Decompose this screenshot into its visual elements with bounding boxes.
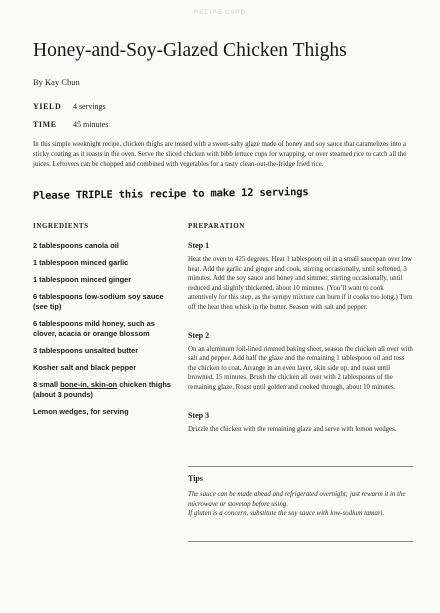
step-label: Step 2 bbox=[188, 330, 210, 340]
tips-top-rule bbox=[188, 466, 413, 467]
ingredient-item: 1 tablespoon minced ginger bbox=[33, 275, 132, 284]
ingredient-item: Lemon wedges, for serving bbox=[33, 407, 129, 416]
step-text: Drizzle the chicken with the remaining glaze and serve with lemon wedges. bbox=[188, 425, 397, 433]
step bbox=[188, 331, 413, 393]
step-text: On an aluminum foil-lined rimmed baking sheet, season the chicken all over with salt and pepper. Add half the glaze and the remaining 1 tablespoon oil and toss the chicken to coat. Arrange in an even layer, skin side up, and roast until browned, 15 minutes. Brush the chicken all over with 2 tablespoons of the remaining glaze. Roast until golden and cooked through, about 10 minutes. bbox=[188, 345, 413, 391]
preparation-section bbox=[188, 222, 413, 434]
ingredient-text: chicken thighs (about 3 pounds) bbox=[33, 380, 172, 399]
ingredient-item: 3 tablespoons unsalted butter bbox=[33, 346, 139, 355]
step bbox=[188, 241, 413, 313]
ingredient-item bbox=[33, 380, 171, 400]
ingredients-section bbox=[33, 222, 171, 424]
recipe-intro: In this simple weeknight recipe, chicken thighs are tossed with a sweet-salty glaze made of honey and soy sauce that caramelizes into a sticky coating as it roasts in the oven. Serve the sliced chicken with bibb lettuce cups for wrapping, or over steamed rice to catch all the juices. Leftovers can be chopped and combined with vegetables for a tasty clean-out-the-fridge fried rice. bbox=[33, 141, 407, 168]
yield-row bbox=[33, 102, 106, 111]
recipe-byline: By Kay Chun bbox=[33, 77, 80, 87]
step-label: Step 1 bbox=[188, 241, 210, 250]
ingredient-text: 8 small bbox=[33, 380, 61, 389]
tip-item: The sauce can be made ahead and refrigerated overnight; just rewarm it in the microwave or stovetop before using. bbox=[188, 491, 406, 508]
recipe-title: Honey-and-Soy-Glazed Chicken Thighs bbox=[33, 40, 347, 61]
step-text: Heat the oven to 425 degrees. Heat 1 tablespoon oil in a small saucepan over low heat. Add the garlic and ginger and cook, stirring occasionally, until softened, 3 minutes. Add the soy sauce and honey and simmer, stirring occasionally, until reduced and slightly thickened, about 10 minutes. (You’ll want to cook attentively for this step, as the syrupy mixture can burn if it cooks too long.) Turn off the heat then whisk in the butter. Season with salt and pepper. bbox=[188, 256, 413, 311]
preparation-heading: PREPARATION bbox=[188, 222, 245, 230]
yield-label: YIELD bbox=[33, 102, 62, 111]
ingredient-item: 6 tablespoons mild honey, such as clover, acacia or orange blossom bbox=[33, 319, 155, 338]
ingredient-item: 2 tablespoons canola oil bbox=[33, 241, 119, 250]
ingredient-item: 1 tablespoon minced garlic bbox=[33, 258, 129, 267]
step bbox=[188, 411, 413, 435]
ingredient-item: 6 tablespoons low-sodium soy sauce (see tip) bbox=[33, 292, 164, 311]
underlined-text: bone-in, skin-on bbox=[60, 380, 118, 389]
time-value: 45 minutes bbox=[73, 120, 109, 129]
tip-item: If gluten is a concern, substitute the soy sauce with low-sodium tamari. bbox=[188, 510, 385, 518]
handwritten-note: Please TRIPLE this recipe to make 12 servings bbox=[32, 186, 309, 202]
tips-bottom-rule bbox=[188, 541, 413, 542]
ingredients-heading: INGREDIENTS bbox=[33, 222, 89, 230]
ghost-header: RECIPE CARD bbox=[193, 10, 246, 16]
ingredient-item: Kosher salt and black pepper bbox=[33, 363, 137, 372]
tips-list bbox=[188, 490, 413, 519]
tips-heading: Tips bbox=[188, 474, 203, 483]
time-label: TIME bbox=[33, 120, 57, 129]
step-label: Step 3 bbox=[188, 410, 210, 420]
yield-value: 4 servings bbox=[73, 102, 106, 111]
time-row bbox=[33, 120, 108, 129]
